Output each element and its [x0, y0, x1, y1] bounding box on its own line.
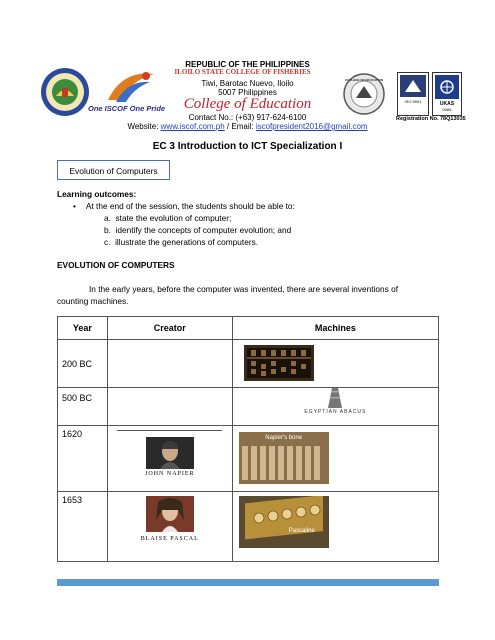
school-name: ILOILO STATE COLLEGE OF FISHERIES: [174, 68, 311, 76]
year-cell: [58, 492, 108, 562]
header-machines: Machines: [232, 317, 438, 340]
creator-cell: [107, 426, 232, 492]
table-header-row: [58, 317, 439, 340]
machine-cell: [232, 426, 438, 492]
john-napier-portrait: [146, 437, 194, 469]
slogan: One ISCOF One Pride: [88, 104, 166, 113]
year-cell: [58, 340, 108, 388]
year-cell: [58, 426, 108, 492]
website-line: [0, 122, 495, 131]
website-link[interactable]: www.iscof.com.ph: [160, 122, 225, 131]
year-text: 1653: [62, 495, 83, 505]
learning-outcomes-heading: Learning outcomes:: [57, 189, 137, 199]
address-line-2: 5007 Philippines: [218, 88, 277, 97]
header-year: Year: [58, 317, 108, 340]
section-title-box: Evolution of Computers: [57, 160, 170, 180]
table-row: [58, 388, 439, 426]
intro-text: At the end of the session, the students should be able to:: [85, 201, 295, 211]
pascaline-image: [239, 496, 329, 548]
learning-intro: [73, 200, 295, 212]
napiers-bone-image: [239, 432, 329, 484]
year-text: 200 BC: [62, 358, 93, 369]
contact-line: Contact No.: (+63) 917-624-6100: [188, 113, 307, 122]
bullet-icon: •: [73, 201, 76, 211]
email-link[interactable]: iscofpresident2016@gmail.com: [255, 122, 368, 131]
creator-cell: [107, 388, 232, 426]
year-text: 1620: [62, 429, 83, 439]
badge-text: COLLEGE OF EDUCATION: [345, 78, 383, 82]
college-name: College of Education: [183, 96, 312, 112]
college-badge-logo: [343, 72, 385, 116]
creator-cell: [107, 492, 232, 562]
ukas-logo: [432, 72, 462, 116]
blaise-pascal-portrait: [146, 496, 194, 532]
table-row: [58, 492, 439, 562]
creator-caption: JOHN NAPIER: [145, 471, 195, 477]
machine-cell: [232, 340, 438, 388]
outcome-item: b. identify the concepts of computer evolution; and: [104, 225, 292, 235]
outcome-list: [104, 212, 291, 248]
table-row: [58, 426, 439, 492]
website-label: Website:: [127, 122, 159, 131]
address-line-1: Tiwi, Barotac Nuevo, Iloilo: [201, 79, 294, 88]
year-text: 500 BC: [62, 393, 93, 403]
header-creator: Creator: [107, 317, 232, 340]
year-cell: [58, 388, 108, 426]
ukas-text: UKAS: [439, 101, 455, 107]
iso-text: ISO 9001: [404, 99, 422, 104]
iso-certification-logo: [397, 72, 429, 116]
evolution-table: [57, 316, 439, 562]
machine-caption: Pascaline: [288, 528, 315, 534]
evolution-paragraph-line1: In the early years, before the computer was invented, there are several inventions of: [89, 284, 398, 294]
creator-caption: BLAISE PASCAL: [140, 536, 199, 542]
outcome-item: a. state the evolution of computer;: [104, 213, 232, 223]
ukas-subtext: 0065: [442, 107, 452, 112]
creator-cell: [107, 340, 232, 388]
machine-cell: [232, 388, 438, 426]
evolution-paragraph-line2: counting machines.: [57, 296, 129, 306]
registration-number: Registration No. 78Q13035: [396, 116, 466, 122]
abacus-image: [243, 344, 315, 382]
footer-bar: [57, 579, 439, 586]
republic-text: REPUBLIC OF THE PHILIPPINES: [185, 60, 310, 69]
egyptian-abacus-image: [326, 388, 344, 408]
machine-caption: EGYPTIAN ABACUS: [304, 409, 367, 415]
outcome-item: c. illustrate the generations of computers.: [104, 237, 259, 247]
course-title: EC 3 Introduction to ICT Specialization I: [152, 141, 343, 152]
table-row: [58, 340, 439, 388]
evolution-heading: EVOLUTION OF COMPUTERS: [57, 260, 175, 270]
email-label: / Email:: [226, 122, 254, 131]
machine-caption: Napier's bone: [265, 435, 303, 441]
machine-cell: [232, 492, 438, 562]
